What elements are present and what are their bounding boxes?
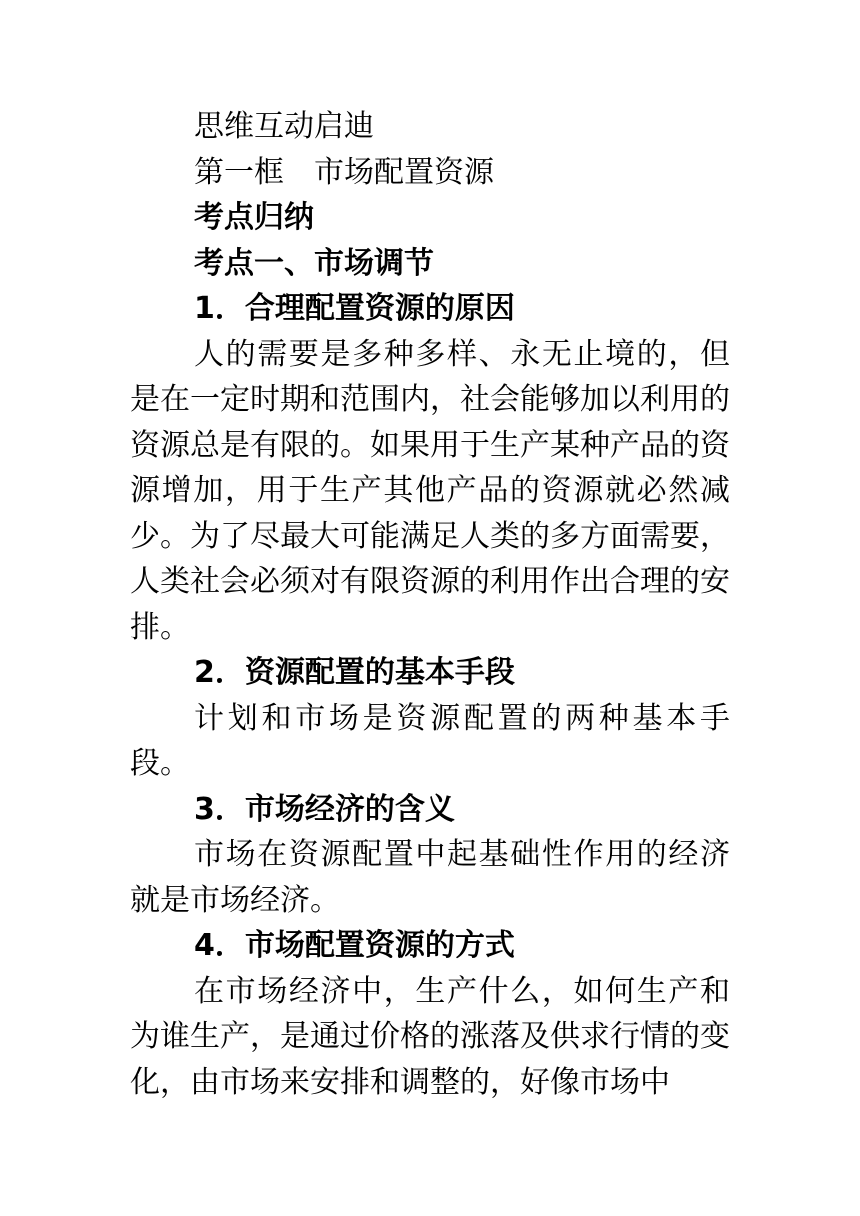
item-body-1: 人的需要是多种多样、永无止境的，但是在一定时期和范围内，社会能够加以利用的资源总是有限的。如果用于生产某种产品的资源增加，用于生产其他产品的资源就必然减少。为了尽最大可能满足人类的多方面需要，人类社会必须对有限资源的利用作出合理的安排。 <box>130 336 730 645</box>
summary-heading: 考点归纳 <box>194 200 314 235</box>
item-body-2: 计划和市场是资源配置的两种基本手段。 <box>130 700 730 781</box>
item-heading-3: 3．市场经济的含义 <box>194 791 455 827</box>
section-title: 第一框 市场配置资源 <box>194 154 494 190</box>
item-heading-1: 1．合理配置资源的原因 <box>194 291 515 326</box>
document-page <box>130 104 730 1105</box>
topic-heading: 考点一、市场调节 <box>194 245 434 281</box>
item-body-3: 市场在资源配置中起基础性作用的经济就是市场经济。 <box>130 837 730 918</box>
item-body-4: 在市场经济中，生产什么，如何生产和为谁生产，是通过价格的涨落及供求行情的变化，由市场来安排和调整的，好像市场中 <box>130 973 730 1100</box>
item-heading-4: 4．市场配置资源的方式 <box>194 928 515 963</box>
item-heading-2: 2．资源配置的基本手段 <box>194 655 515 690</box>
intro-title: 思维互动启迪 <box>194 109 374 144</box>
